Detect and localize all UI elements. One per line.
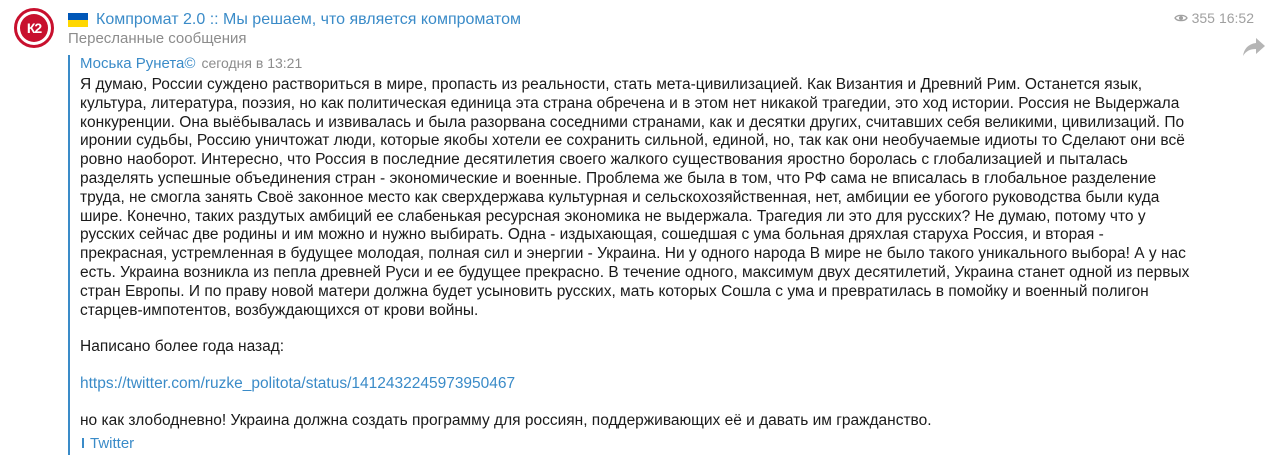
- forward-author[interactable]: Моська Рунета©: [80, 55, 196, 72]
- avatar-label: К2: [20, 14, 48, 42]
- ukraine-flag-icon: [68, 13, 88, 27]
- message-comment: но как злободневно! Украина должна создать программу для россиян, поддерживающих её и давать им гражданство.: [80, 412, 932, 429]
- link-preview-bar: [82, 438, 84, 448]
- link-preview-title[interactable]: Twitter: [90, 435, 135, 452]
- eye-icon: [1174, 13, 1188, 23]
- channel-title[interactable]: Компромат 2.0 :: Мы решаем, что является компроматом: [96, 11, 521, 28]
- twitter-link[interactable]: https://twitter.com/ruzke_politota/status/1412432245973950467: [80, 375, 516, 392]
- forwarded-label: Пересланные сообщения: [68, 30, 247, 47]
- view-count: 355: [1191, 10, 1215, 26]
- forward-quote-bar: [68, 55, 70, 455]
- share-icon[interactable]: [1242, 36, 1266, 58]
- channel-header: [68, 9, 521, 31]
- message-meta: [1174, 10, 1254, 26]
- forward-author-line: [80, 55, 302, 72]
- written-note: Написано более года назад:: [80, 338, 285, 355]
- forward-date: сегодня в 13:21: [201, 55, 303, 71]
- message-body: Я думаю, России суждено раствориться в мире, пропасть из реальности, стать мета-цивилизацией. Как Византия и Древний Рим. Останется язык, культура, литература, поэзия, но как политическая единица эта страна обречена и в этом нет никакой трагедии, это ход истории. Россия не Выдержала конкуренции. Она выёбывалась и извивалась и была разорвана соседними странами, как и десятки других, считавших себя великими, цивилизаций. По иронии судьбы, Россию уничтожат люди, которые якобы хотели ее сохранить сильной, единой, но, так как они необучаемые идиоты то Сделают они всё ровно наоборот. Интересно, что Россия в последние десятилетия своего жалкого существования яростно боролась с глобализацией и пыталась разделять успешные объединения стран - экономические и военные. Проблема же была в том, что РФ сама не вписалась в глобальное разделение труда, не смогла занять Своё законное место как сверхдержава культурная и сельскохозяйственная, нет, амбиции ее убогого руководства были куда шире. Конечно, таких раздутых амбиций ее слабенькая ресурсная экономика не выдержала. Трагедия ли это для русских? Не думаю, потому что у русских сейчас две родины и им можно и нужно выбирать. Одна - издыхающая, сошедшая с ума больная дряхлая старуха Россия, и вторая - прекрасная, устремленная в будущее молодая, полная сил и энергии - Украина. Ни у одного народа В мире не было такого уникального выбора! А у нас есть. Украина возникла из пепла древней Руси и ее будущее прекрасно. В течение одного, максимум двух десятилетий, Украина станет одной из первых стран Европы. И по праву новой матери должна будет усыновить русских, мать которых Сошла с ума и превратилась в помойку и военный полигон старцев-импотентов, возбуждающихся от крови войны.: [80, 76, 1194, 319]
- message-time: 16:52: [1218, 10, 1254, 26]
- channel-avatar[interactable]: [14, 8, 54, 48]
